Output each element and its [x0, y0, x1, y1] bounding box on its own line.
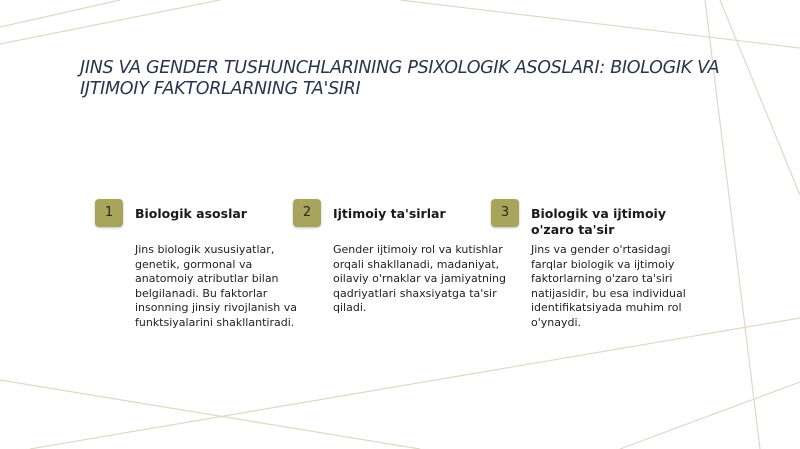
- number-badge: 2: [293, 199, 321, 227]
- number-badge: 1: [95, 199, 123, 227]
- card-body: Jins biologik xususiyatlar, genetik, gormonal va anatomoiy atributlar bilan belgilanadi. Bu faktorlar insonning jinsiy rivojlanish va funktsiyalarini shakllantiradi.: [135, 243, 297, 329]
- slide-title: JINS VA GENDER TUSHUNCHLARINING PSIXOLOGIK ASOSLARI: BIOLOGIK VA IJTIMOIY FAKTORLARNING TA'SIRI: [80, 58, 720, 99]
- card-title: Biologik va ijtimoiy o'zaro ta'sir: [531, 206, 666, 237]
- card-body: Jins va gender o'rtasidagi farqlar biologik va ijtimoiy faktorlarning o'zaro ta'siri natijasidir, bu esa individual identifikatsiyada muhim rol o'ynaydi.: [531, 243, 686, 329]
- number-badge: 3: [491, 199, 519, 227]
- card-title: Biologik asoslar: [135, 206, 247, 221]
- card-body: Gender ijtimoiy rol va kutishlar orqali shakllanadi, madaniyat, oilaviy o'rnaklar va jamiyatning qadriyatlari shaxsiyatga ta'sir qiladi.: [333, 243, 506, 314]
- card-title: Ijtimoiy ta'sirlar: [333, 206, 446, 221]
